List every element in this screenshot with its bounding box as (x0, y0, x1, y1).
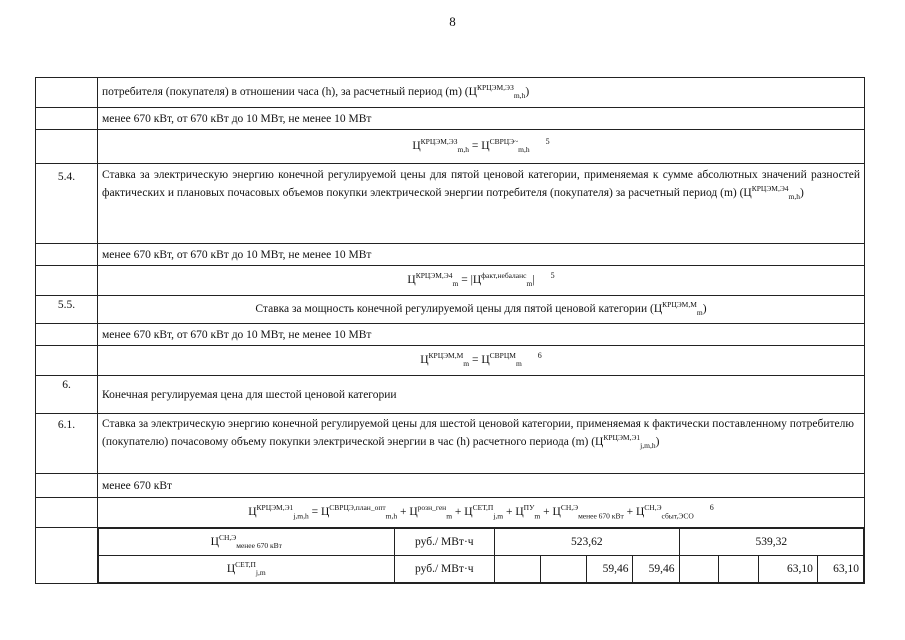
table-row: потребителя (покупателя) в отношении часа (h), за расчетный период (m) $(Ц^{КРЦЭМ,ЭЗ}_{m,h})$ (36, 78, 865, 108)
table-row (36, 498, 865, 528)
table-row: 5.5. Ставка за мощность конечной регулируемой цены для пятой ценовой категории $(Ц^{КРЦЭМ,М}_m)$ (36, 296, 865, 324)
footnote-mark: 5 (550, 271, 555, 281)
term-subscript: менее 670 кВт (578, 511, 624, 521)
row-text: Ставка за электрическую энергию конечной регулируемой цены для шестой ценовой категории, применяемая к фактически поставленному потребителю (покупателю) почасовому объему покупки электрической энергии в час (h) расчетного периода (m) (Ц (102, 418, 854, 448)
term-superscript: СЕТ,П (472, 503, 494, 513)
term-superscript: КРЦЭМ,Э1 (256, 503, 294, 513)
formula (98, 498, 865, 528)
value-cell: 59,46 (587, 556, 633, 583)
row-text: Конечная регулируемая цена для шестой ценовой категории (98, 376, 865, 414)
row-number: 6.1. (36, 414, 98, 474)
value-cell (719, 556, 759, 583)
table-row (36, 324, 865, 346)
footnote-mark: 6 (709, 503, 714, 513)
table-row (99, 556, 864, 583)
formula-operator: + (623, 506, 636, 519)
unit-cell: руб./ МВт·ч (394, 529, 495, 556)
table-row (99, 529, 864, 556)
formula-operator: + (397, 506, 410, 519)
power-range: менее 670 кВт, от 670 кВт до 10 МВт, не менее 10 МВт (98, 324, 865, 346)
page-number: 8 (449, 14, 456, 29)
table-row (36, 346, 865, 376)
formula: $Ц^{КРЦЭМ,Э4}_m = |Ц^{факт,небаланс}_m|$ $^5$ (98, 266, 865, 296)
term-superscript: СН,Э (644, 503, 662, 513)
term-superscript: СВРЦЭ,план_опт (329, 503, 386, 513)
symbol-cell: $Ц^{СН,Э}_{менее 670 кВт}$ (99, 529, 395, 556)
term-superscript: ПУ (523, 503, 535, 513)
value-cell (495, 556, 541, 583)
formula-term: Ц (515, 506, 524, 519)
table-row (36, 376, 865, 414)
table-row (36, 244, 865, 266)
formula-term: Ц (635, 506, 645, 519)
power-range: менее 670 кВт, от 670 кВт до 10 МВт, не менее 10 МВт (98, 244, 865, 266)
table-row (36, 266, 865, 296)
table-row: 5.4. Ставка за электрическую энергию конечной регулируемой цены для пятой ценовой категории, применяемая к сумме абсолютных значений разностей фактических и плановых почасовых объемов покупки электрической энергии потребителя (покупателя) за расчетный период (m) $(Ц^{КРЦЭМ,Э4}_{m,h})$ (36, 164, 865, 244)
value-cell: 59,46 (633, 556, 679, 583)
values-table (98, 528, 864, 583)
term-subscript: m (446, 511, 453, 521)
term-subscript: сбыт,ЭСО (661, 511, 694, 521)
value-cell (679, 556, 719, 583)
table-row (36, 528, 865, 584)
formula-operator: + (452, 506, 465, 519)
term-subscript: m (534, 511, 541, 521)
unit-cell: руб./ МВт·ч (394, 556, 495, 583)
row-text: Ставка за электрическую энергию конечной регулируемой цены для пятой ценовой категории, применяемая к сумме абсолютных значений разностей фактических и плановых почасовых объемов покупки электрической энергии потребителя (покупателя) за расчетный период (m) (Ц (102, 169, 860, 199)
formula-operator: + (503, 506, 516, 519)
formula-term: Ц (464, 506, 473, 519)
formula: $Ц^{КРЦЭМ,М}_m = Ц^{СВРЦМ}_m^6$ (98, 346, 865, 376)
formula-operator: = (308, 506, 321, 519)
row-text: потребителя (покупателя) в отношении часа (h), за расчетный период (m) (Ц (102, 86, 477, 99)
term-subscript: m,h (385, 511, 398, 521)
value-cell (541, 556, 587, 583)
term-subscript: j,m,h (293, 511, 309, 521)
value-cell: 539,32 (679, 529, 863, 556)
value-cell: 63,10 (759, 556, 818, 583)
row-number (36, 78, 98, 108)
row-number: 5.5. (36, 296, 98, 324)
footnote-mark: 6 (537, 351, 542, 361)
formula-term: Ц (320, 506, 330, 519)
table-row: 6.1. Ставка за электрическую энергию конечной регулируемой цены для шестой ценовой категории, применяемая к фактически поставленному потребителю (покупателю) почасовому объему покупки электрической энергии в час (h) расчетного периода (m) $(Ц^{КРЦЭМ,Э1}_{j,m,h})$ (36, 414, 865, 474)
table-row (36, 108, 865, 130)
formula-6-1 (248, 503, 694, 521)
term-superscript: розн_ген (417, 503, 447, 513)
tariff-table (35, 77, 865, 584)
formula-term: Ц (409, 506, 418, 519)
table-row (36, 474, 865, 498)
formula-term: Ц (248, 506, 257, 519)
footnote-mark: 5 (545, 137, 550, 147)
value-cell: 523,62 (495, 529, 679, 556)
value-cell: 63,10 (817, 556, 863, 583)
row-number: 5.4. (36, 164, 98, 244)
formula: $Ц^{КРЦЭМ,ЭЗ}_{m,h} = Ц^{СВРЦЭ\sim}_{m,h}^5$ (98, 130, 865, 164)
row-number: 6. (36, 376, 98, 414)
row-text: Ставка за мощность конечной регулируемой цены для пятой ценовой категории (Ц (255, 303, 663, 316)
power-range: менее 670 кВт (98, 474, 865, 498)
term-subscript: j,m (493, 511, 504, 521)
table-row (36, 130, 865, 164)
power-range: менее 670 кВт, от 670 кВт до 10 МВт, не менее 10 МВт (98, 108, 865, 130)
formula-operator: + (540, 506, 553, 519)
formula-term: Ц (552, 506, 561, 519)
term-superscript: СН,Э (560, 503, 579, 513)
symbol-cell: $Ц^{СЕТ,П}_{j,m}$ (99, 556, 395, 583)
